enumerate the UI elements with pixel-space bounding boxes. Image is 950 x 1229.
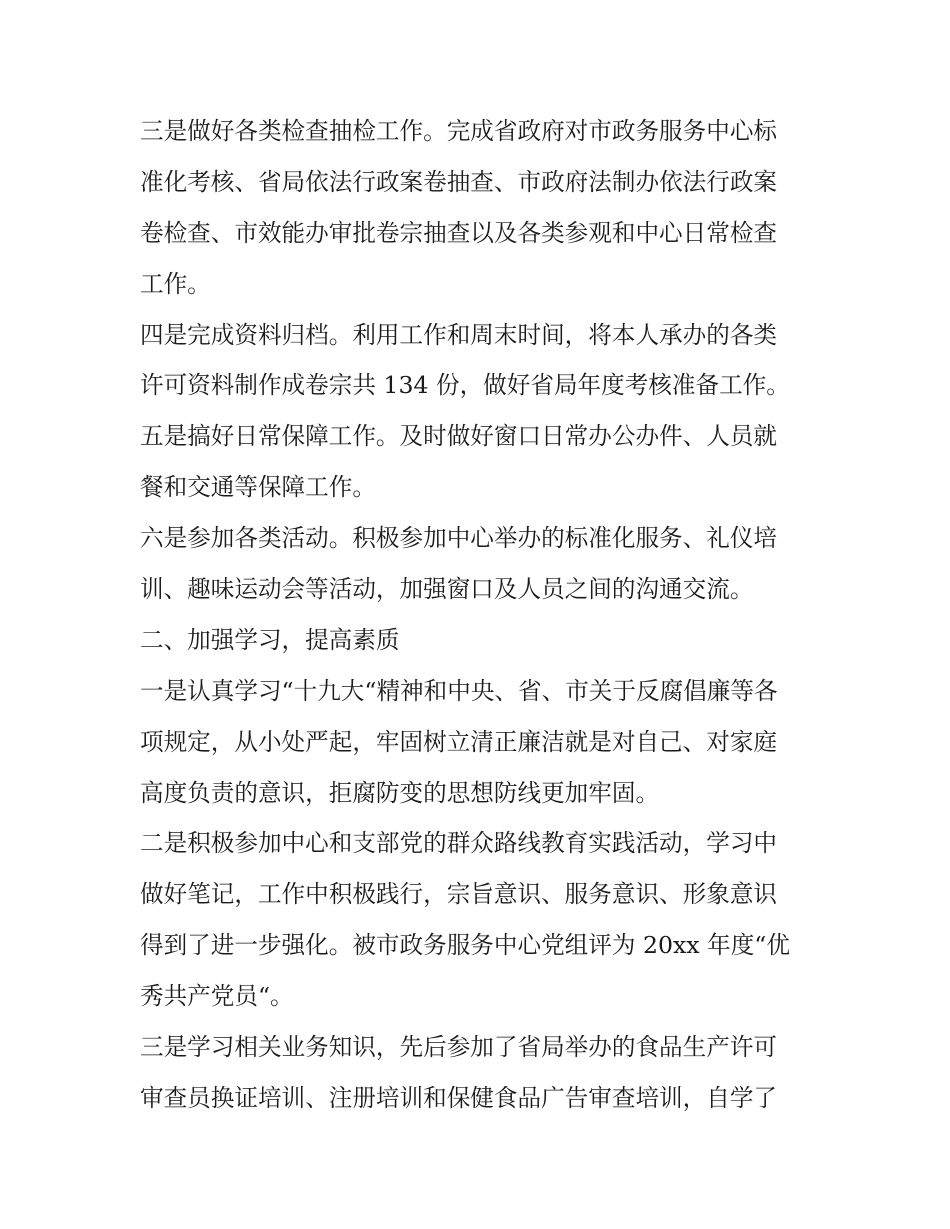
text-line: 准化考核、省局依法行政案卷抽查、市政府法制办依法行政案 xyxy=(140,167,778,196)
text-line: 审查员换证培训、注册培训和保健食品广告审查培训，自学了 xyxy=(140,1083,778,1112)
text-line: 六是参加各类活动。积极参加中心举办的标准化服务、礼仪培 xyxy=(140,524,778,553)
text-line: 得到了进一步强化。被市政务服务中心党组评为 20xx 年度“优 xyxy=(140,931,790,960)
text-line: 三是做好各类检查抽检工作。完成省政府对市政务服务中心标 xyxy=(140,117,778,145)
text-line: 训、趣味运动会等活动，加强窗口及人员之间的沟通交流。 xyxy=(140,575,754,604)
text-line: 工作。 xyxy=(140,269,211,298)
text-line: 项规定，从小处严起，牢固树立清正廉洁就是对自己、对家庭 xyxy=(140,727,778,756)
text-line: 二是积极参加中心和支部党的群众路线教育实践活动，学习中 xyxy=(140,829,778,858)
text-line: 五是搞好日常保障工作。及时做好窗口日常办公办件、人员就 xyxy=(140,422,778,451)
text-line: 高度负责的意识，拒腐防变的思想防线更加牢固。 xyxy=(140,778,660,807)
text-line: 秀共产党员“。 xyxy=(140,982,294,1011)
section-heading: 二、加强学习，提高素质 xyxy=(140,625,400,654)
text-line: 做好笔记，工作中积极践行，宗旨意识、服务意识、形象意识 xyxy=(140,880,778,909)
text-line: 餐和交通等保障工作。 xyxy=(140,473,376,502)
text-line: 四是完成资料归档。利用工作和周末时间，将本人承办的各类 xyxy=(140,320,778,349)
text-line: 一是认真学习“十九大“精神和中央、省、市关于反腐倡廉等各 xyxy=(140,676,778,705)
document-body xyxy=(140,106,820,1124)
text-line: 卷检查、市效能办审批卷宗抽查以及各类参观和中心日常检查 xyxy=(140,218,778,247)
text-line: 许可资料制作成卷宗共 134 份，做好省局年度考核准备工作。 xyxy=(140,371,790,400)
text-line: 三是学习相关业务知识，先后参加了省局举办的食品生产许可 xyxy=(140,1033,778,1062)
